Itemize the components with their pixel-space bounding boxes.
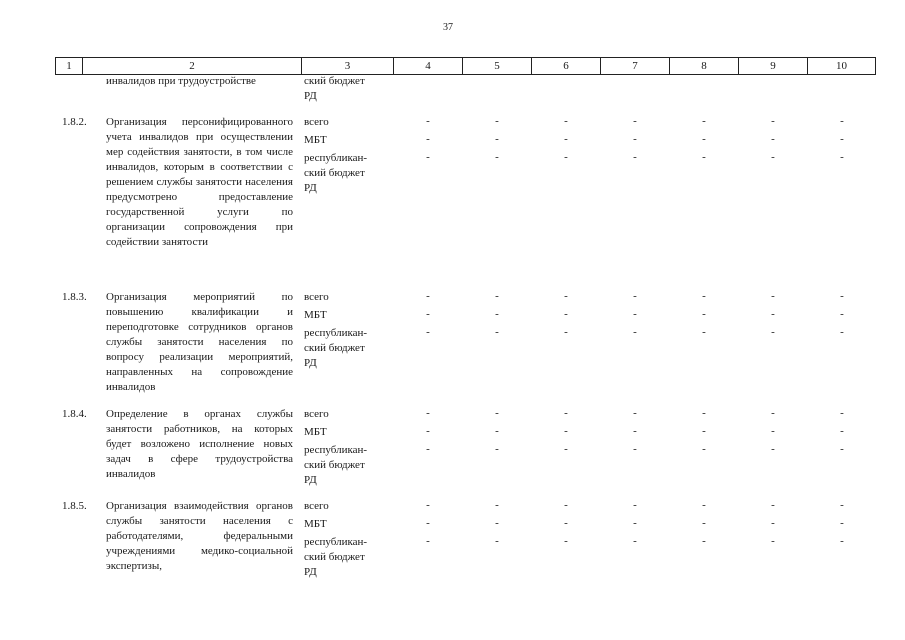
cell-dash: - xyxy=(426,326,430,338)
cell-dash: - xyxy=(495,115,499,127)
row-number: 1.8.2. xyxy=(62,116,87,128)
cell-dash: - xyxy=(771,499,775,511)
column-header-5: 5 xyxy=(462,58,531,74)
cell-dash: - xyxy=(702,425,706,437)
cell-dash: - xyxy=(840,407,844,419)
column-header-4: 4 xyxy=(393,58,462,74)
cell-dash: - xyxy=(495,499,499,511)
cell-dash: - xyxy=(771,425,775,437)
column-header-2: 2 xyxy=(82,58,301,74)
source-mbt: МБТ xyxy=(304,518,327,530)
row-description: Определение в органах службы занятости работников, на которых будет возложено исполнение новых задач в сфере трудоустройства инвалидов xyxy=(106,408,293,480)
funding-source xyxy=(304,407,384,488)
cell-dash: - xyxy=(633,499,637,511)
cell-dash: - xyxy=(426,290,430,302)
cell-dash: - xyxy=(840,499,844,511)
source-mbt: МБТ xyxy=(304,134,327,146)
cell-dash: - xyxy=(840,133,844,145)
cell-dash: - xyxy=(426,151,430,163)
cell-dash: - xyxy=(633,535,637,547)
source-republic-line: РД xyxy=(304,357,317,369)
cell-dash: - xyxy=(495,443,499,455)
cell-dash: - xyxy=(840,425,844,437)
cell-dash: - xyxy=(426,407,430,419)
continuation-source-line: РД xyxy=(304,90,317,102)
cell-dash: - xyxy=(702,290,706,302)
cell-dash: - xyxy=(702,535,706,547)
cell-dash: - xyxy=(633,151,637,163)
continuation-funding-source xyxy=(304,74,384,104)
cell-dash: - xyxy=(564,308,568,320)
cell-dash: - xyxy=(840,290,844,302)
cell-dash: - xyxy=(426,425,430,437)
source-mbt: МБТ xyxy=(304,309,327,321)
cell-dash: - xyxy=(564,443,568,455)
cell-dash: - xyxy=(840,326,844,338)
cell-dash: - xyxy=(495,308,499,320)
cell-dash: - xyxy=(495,425,499,437)
source-republic-line: ский бюджет xyxy=(304,167,365,179)
column-header-8: 8 xyxy=(669,58,738,74)
cell-dash: - xyxy=(840,517,844,529)
source-mbt: МБТ xyxy=(304,426,327,438)
cell-dash: - xyxy=(495,151,499,163)
cell-dash: - xyxy=(426,535,430,547)
source-republic-line: ский бюджет xyxy=(304,459,365,471)
row-number: 1.8.4. xyxy=(62,408,87,420)
cell-dash: - xyxy=(495,133,499,145)
source-republic-line: РД xyxy=(304,474,317,486)
cell-dash: - xyxy=(564,151,568,163)
source-republic-line: республикан- xyxy=(304,152,368,164)
cell-dash: - xyxy=(840,151,844,163)
cell-dash: - xyxy=(702,407,706,419)
row-description: Организация взаимодействия органов службы занятости населения с работодателями, федеральными учреждениями медико-социальной экспертизы, xyxy=(106,500,293,572)
cell-dash: - xyxy=(702,499,706,511)
column-header-7: 7 xyxy=(600,58,669,74)
cell-dash: - xyxy=(633,443,637,455)
cell-dash: - xyxy=(771,517,775,529)
cell-dash: - xyxy=(495,290,499,302)
cell-dash: - xyxy=(633,517,637,529)
cell-dash: - xyxy=(633,425,637,437)
source-republic-line: ский бюджет xyxy=(304,342,365,354)
page-number: 37 xyxy=(443,22,453,33)
cell-dash: - xyxy=(564,425,568,437)
source-republic-line: республикан- xyxy=(304,444,368,456)
source-republic-line: республикан- xyxy=(304,327,368,339)
cell-dash: - xyxy=(702,326,706,338)
continuation-source-line: ский бюджет xyxy=(304,75,365,87)
cell-dash: - xyxy=(840,115,844,127)
table-header xyxy=(55,57,876,75)
cell-dash: - xyxy=(771,407,775,419)
cell-dash: - xyxy=(702,443,706,455)
cell-dash: - xyxy=(702,115,706,127)
cell-dash: - xyxy=(564,133,568,145)
cell-dash: - xyxy=(771,443,775,455)
cell-dash: - xyxy=(771,308,775,320)
source-republic-line: ский бюджет xyxy=(304,551,365,563)
cell-dash: - xyxy=(771,535,775,547)
row-description: Организация персонифицированного учета инвалидов при осуществлении мер содействия занятости, в том числе инвалидов, которым в соответствии с решением службы занятости населения предусмотрено предоставление государственной услуги по организации сопровождения при содействии занятости xyxy=(106,116,293,248)
cell-dash: - xyxy=(633,133,637,145)
cell-dash: - xyxy=(495,407,499,419)
cell-dash: - xyxy=(633,290,637,302)
cell-dash: - xyxy=(426,499,430,511)
cell-dash: - xyxy=(633,326,637,338)
cell-dash: - xyxy=(771,290,775,302)
cell-dash: - xyxy=(840,535,844,547)
cell-dash: - xyxy=(426,133,430,145)
cell-dash: - xyxy=(564,115,568,127)
source-total: всего xyxy=(304,500,329,512)
source-total: всего xyxy=(304,116,329,128)
source-republic-line: РД xyxy=(304,182,317,194)
source-total: всего xyxy=(304,291,329,303)
funding-source xyxy=(304,115,384,196)
cell-dash: - xyxy=(633,115,637,127)
cell-dash: - xyxy=(564,326,568,338)
cell-dash: - xyxy=(495,535,499,547)
column-header-10: 10 xyxy=(807,58,876,74)
row-number: 1.8.5. xyxy=(62,500,87,512)
cell-dash: - xyxy=(426,308,430,320)
cell-dash: - xyxy=(564,290,568,302)
row-number: 1.8.3. xyxy=(62,291,87,303)
row-description: Организация мероприятий по повышению квалификации и переподготовке сотрудников органов службы занятости населения по вопросу реализации мероприятий, направленных на сопровождение инвалидов xyxy=(106,291,293,393)
funding-source xyxy=(304,499,384,580)
source-total: всего xyxy=(304,408,329,420)
cell-dash: - xyxy=(702,517,706,529)
column-header-9: 9 xyxy=(738,58,807,74)
cell-dash: - xyxy=(426,517,430,529)
cell-dash: - xyxy=(702,151,706,163)
cell-dash: - xyxy=(633,407,637,419)
cell-dash: - xyxy=(771,151,775,163)
cell-dash: - xyxy=(771,133,775,145)
cell-dash: - xyxy=(495,326,499,338)
cell-dash: - xyxy=(564,535,568,547)
cell-dash: - xyxy=(771,115,775,127)
cell-dash: - xyxy=(771,326,775,338)
cell-dash: - xyxy=(426,443,430,455)
cell-dash: - xyxy=(840,308,844,320)
funding-source xyxy=(304,290,384,371)
cell-dash: - xyxy=(840,443,844,455)
cell-dash: - xyxy=(426,115,430,127)
cell-dash: - xyxy=(633,308,637,320)
cell-dash: - xyxy=(702,133,706,145)
cell-dash: - xyxy=(564,517,568,529)
column-header-1: 1 xyxy=(55,58,82,74)
column-header-6: 6 xyxy=(531,58,600,74)
cell-dash: - xyxy=(702,308,706,320)
cell-dash: - xyxy=(495,517,499,529)
cell-dash: - xyxy=(564,499,568,511)
source-republic-line: РД xyxy=(304,566,317,578)
cell-dash: - xyxy=(564,407,568,419)
continuation-description: инвалидов при трудоустройстве xyxy=(106,75,256,87)
source-republic-line: республикан- xyxy=(304,536,368,548)
column-header-3: 3 xyxy=(301,58,393,74)
